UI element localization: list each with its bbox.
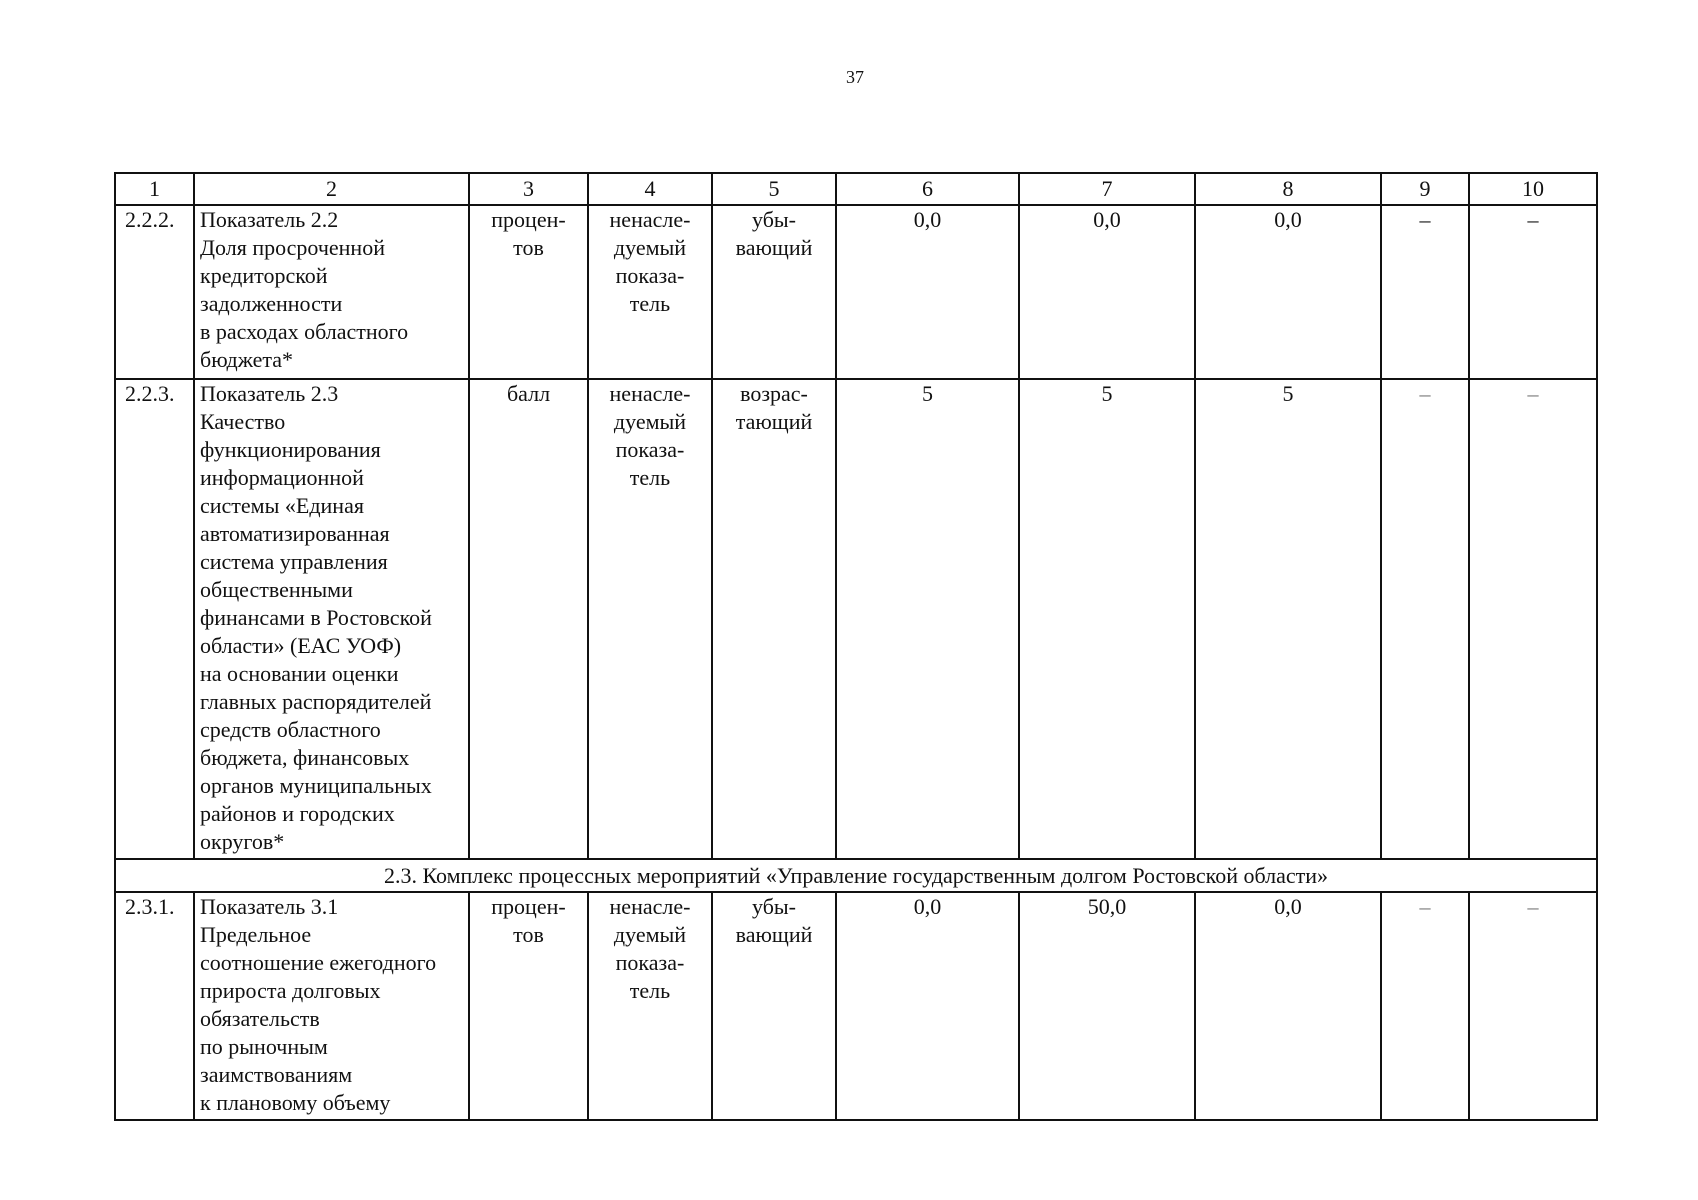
indicator-name: Показатель 2.3 Качество функционирования информационной системы «Единая автоматизированная система управления общественными финансами в Ростовской области» (ЕАС УОФ) на основании оценки главных распорядителей средств областного бюджета, финансовых органов муниципальных районов и городских округов* — [194, 379, 469, 859]
value-cell-7: 50,0 — [1019, 892, 1195, 1120]
value-cell-10: – — [1469, 892, 1597, 1120]
header-cell: 4 — [588, 173, 712, 205]
value-cell-8: 0,0 — [1195, 892, 1381, 1120]
header-cell: 9 — [1381, 173, 1469, 205]
row-number: 2.2.3. — [115, 379, 194, 859]
header-cell: 5 — [712, 173, 836, 205]
value-cell-9: – — [1381, 205, 1469, 379]
header-cell: 7 — [1019, 173, 1195, 205]
indicator-name: Показатель 2.2 Доля просроченной кредиторской задолженности в расходах областного бюджета* — [194, 205, 469, 379]
type-cell: ненасле- дуемый показа- тель — [588, 205, 712, 379]
header-cell: 8 — [1195, 173, 1381, 205]
value-cell-8: 0,0 — [1195, 205, 1381, 379]
trend-cell: убы- вающий — [712, 892, 836, 1120]
table-row — [115, 892, 1597, 1120]
value-cell-7: 0,0 — [1019, 205, 1195, 379]
trend-cell: возрас- тающий — [712, 379, 836, 859]
table-row — [115, 379, 1597, 859]
value-cell-6: 0,0 — [836, 205, 1019, 379]
value-cell-7: 5 — [1019, 379, 1195, 859]
header-cell: 2 — [194, 173, 469, 205]
value-cell-8: 5 — [1195, 379, 1381, 859]
section-title: 2.3. Комплекс процессных мероприятий «Управление государственным долгом Ростовской области» — [115, 859, 1597, 892]
unit-cell: процен- тов — [469, 892, 588, 1120]
header-cell: 6 — [836, 173, 1019, 205]
value-cell-9: – — [1381, 892, 1469, 1120]
trend-cell: убы- вающий — [712, 205, 836, 379]
value-cell-6: 5 — [836, 379, 1019, 859]
indicator-name: Показатель 3.1 Предельное соотношение ежегодного прироста долговых обязательств по рыночным заимствованиям к плановому объему — [194, 892, 469, 1120]
value-cell-9: – — [1381, 379, 1469, 859]
type-cell: ненасле- дуемый показа- тель — [588, 892, 712, 1120]
page-number: 37 — [846, 67, 864, 87]
row-number: 2.2.2. — [115, 205, 194, 379]
table-header-row — [115, 173, 1597, 205]
table-row — [115, 205, 1597, 379]
section-row — [115, 859, 1597, 892]
unit-cell: балл — [469, 379, 588, 859]
value-cell-10: – — [1469, 205, 1597, 379]
unit-cell: процен- тов — [469, 205, 588, 379]
row-number: 2.3.1. — [115, 892, 194, 1120]
value-cell-10: – — [1469, 379, 1597, 859]
header-cell: 10 — [1469, 173, 1597, 205]
header-cell: 3 — [469, 173, 588, 205]
indicators-table — [114, 172, 1598, 1121]
type-cell: ненасле- дуемый показа- тель — [588, 379, 712, 859]
header-cell: 1 — [115, 173, 194, 205]
value-cell-6: 0,0 — [836, 892, 1019, 1120]
